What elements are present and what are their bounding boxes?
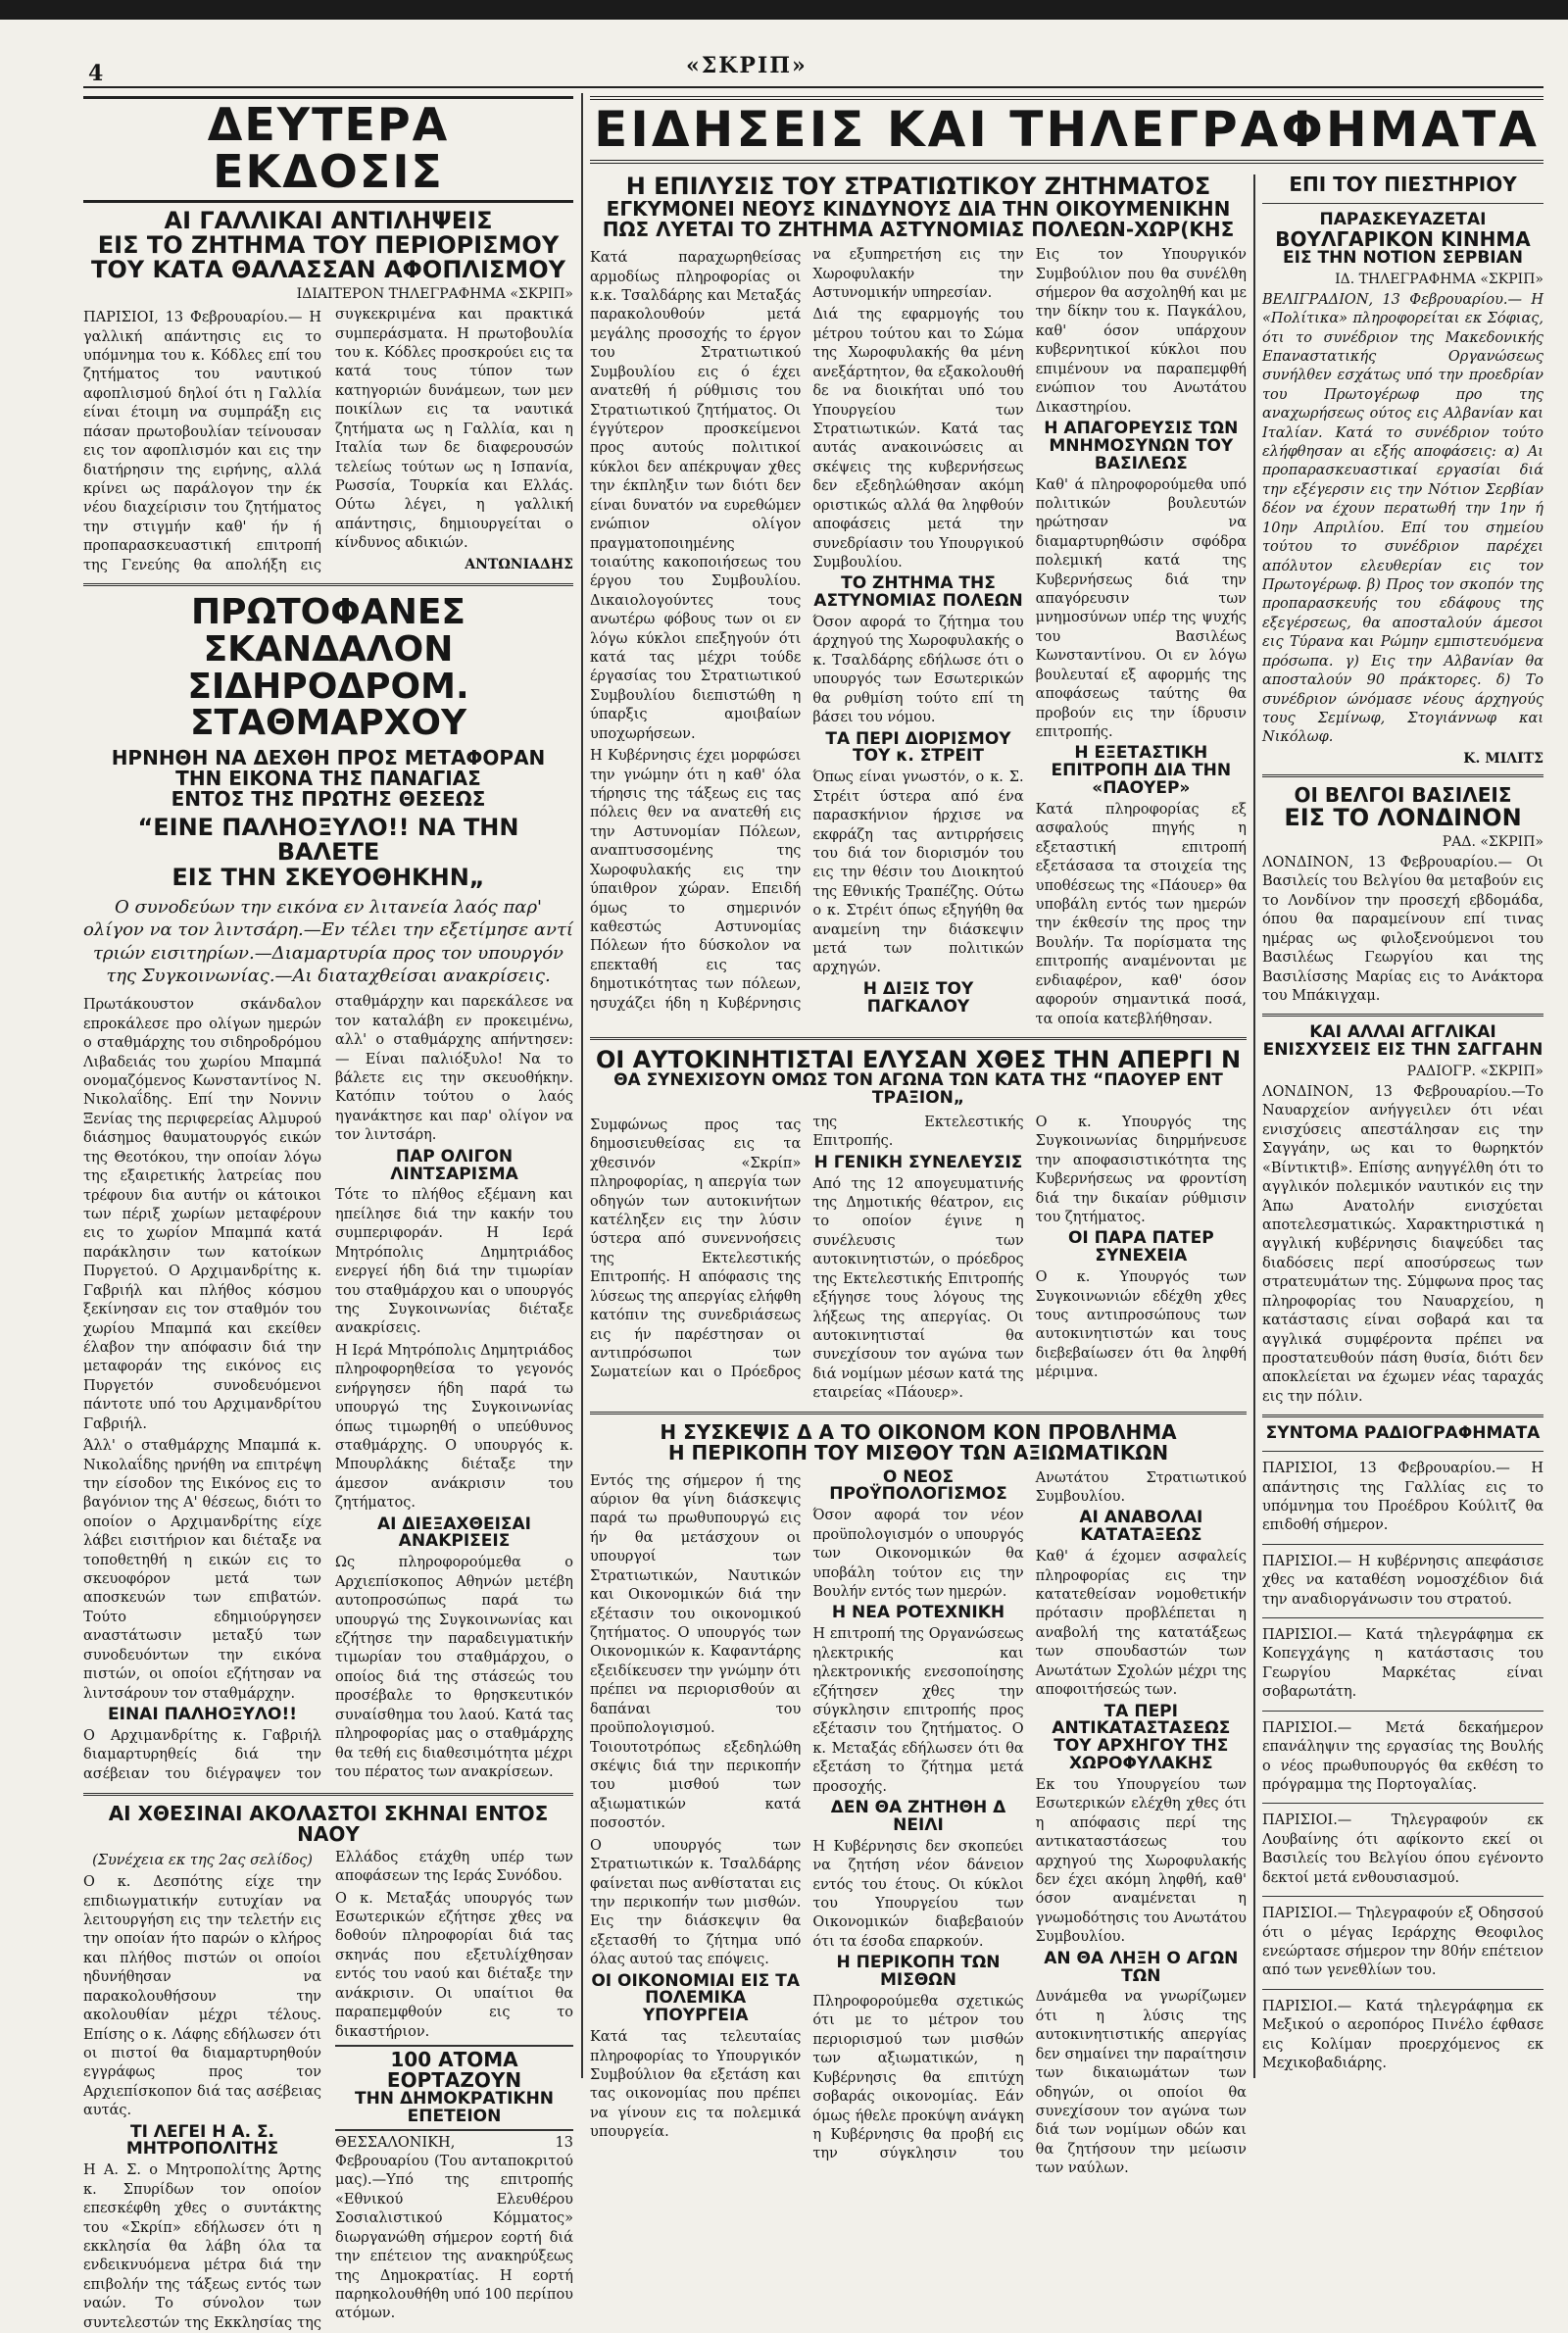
top-black-band	[0, 0, 1568, 20]
article-body: Ο κ. Υπουργός των Συγκοινωνιών εδέχθη χθες τους αντιπροσώπους των αυτοκινητιστών και τους διεβεβαίωσεν ότι θα ληφθή μέριμνα.	[1035, 1269, 1247, 1381]
section-subhead: ΑΝ ΘΑ ΛΗΞΗ Ο ΑΓΩΝ ΤΩΝ	[1044, 1948, 1239, 1986]
divider	[83, 583, 573, 586]
article-lead: Ο συνοδεύων την εικόνα εν λιτανεία λαός παρ' ολίγον να τον λιντσάρη.—Εν τέλει την εξετίμησε αντί τριών εισιτηρίων.—Διαμαρτυρία προς τον υπουργόν της Συγκοινωνίας.—Αι διαταχθείσαι ανακρίσεις.	[83, 896, 573, 986]
article-body: Συμφώνως προς τας δημοσιευθείσας εις τα χθεσινόν «Σκρίπ» πληροφορίας, η απεργία των οδηγών των αυτοκινήτων κατέληξεν εις την λύσιν ύστερα από συνεννοήσεις της Εκτελεστικής Επιτροπής. Η απόφασις της λύσεως της απεργίας ελήφθη κατόπιν της συνεδριάσεως εις ήν παρέστησαν οι αντιπρόσωποι των Σωματείων και ο Πρόεδρος της Εκτελεστικής Επιτροπής.	[590, 1114, 1024, 1381]
headline: ΒΟΥΛΓΑΡΙΚΟΝ ΚΙΝΗΜΑ	[1275, 226, 1531, 251]
article-body: Όσον αφορά τον νέον προϋπολογισμόν ο υπουργός των Οικονομικών θα υποβάλη τούτον εις την Βουλήν εντός των ημερών.	[812, 1508, 1024, 1601]
article-body: Η Ιερά Μητρόπολις Δημητριάδος πληροφορηθείσα το γεγονός ενήργησεν ήδη παρά τω υπουργώ της Συγκοινωνίας όπως τιμωρηθή ο υπεύθυνος σταθμάρχης. Ο υπουργός κ. Μπουρλάκης διέταξε την άμεσον ανάκρισιν του ζητήματος.	[335, 1342, 573, 1512]
article-body: Ως πληροφορούμεθα ο Αρχιεπίσκοπος Αθηνών μετέβη αυτοπροσώπως παρά τω υπουργώ της Συγκοινωνίας και εζήτησε την παραδειγματικήν τιμωρίαν του σταθμάρχου, ο οποίος διά της στάσεώς του προσέβαλε το θρησκευτικόν συναίσθημα του λαού. Κατά τας πληροφορίας μας ο σταθμάρχης θα τεθή εις διαθεσιμότητα μέχρι του πέρατος των ανακρίσεων.	[335, 1555, 573, 1780]
divider	[1262, 1014, 1544, 1017]
headline: ΟΙ ΒΕΛΓΟΙ ΒΑΣΙΛΕΙΣ	[1294, 782, 1512, 807]
divider	[1262, 1803, 1544, 1804]
article-military-issue	[590, 174, 1247, 1029]
radiogram-item: ΠΑΡΙΣΙΟΙ.— Κατά τηλεγράφημα εκ Μεξικού ο αεροπόρος Πινέλο έφθασε εις Κολίμαν προερχόμενος εκ Μεχικοβαδιάρης.	[1262, 1998, 1544, 2072]
article-body: ΛΟΝΔΙΝΟΝ, 13 Φεβρουαρίου.—Το Ναυαρχείον ανήγγειλεν ότι νέαι ενισχύσεις απεστάλησαν εις την Σαγγάην, ως και το θωρηκτόν «Βίντικτιβ». Επίσης ανηγγέλθη ότι το αγγλικόν πολεμικόν ναυτικόν εις την Άπω Ανατολήν ενισχύεται αποτελεσματικώς. Χαρακτηριστικά η αγγλική κυβέρνησις διαψεύδει τας διαδόσεις περί αποσύρσεως των στρατευμάτων της. Σύμφωνα προς τας πληροφορίας του Ναυαρχείου, η κατάστασις είναι σοβαρά και τα αγγλικά συμφέροντα πρέπει να προστατευθούν πάση θυσία, διότι δεν αποκλείεται να έχωμεν νέας ταραχάς εις την πόλιν.	[1262, 1084, 1544, 1405]
headline: ΤΟΥ ΚΑΤΑ ΘΑΛΑΣΣΑΝ ΑΦΟΠΛΙΣΜΟΥ	[91, 255, 565, 283]
article-body: Ο κ. Δεσπότης είχε την επιδιωγματικήν ευτυχίαν να λειτουργήση εις την τελετήν εις την οποίαν ήτο παρών ο κλήρος και πλήθος πιστών οι οποίοι ηδυνήθησαν να παρακολουθήσουν την ακολουθίαν μέχρι τέλους. Επίσης ο κ. Λάφης εδήλωσεν ότι οι πιστοί θα διαμαρτυρηθούν εγγράφως προς τον Αρχιεπίσκοπον διά τας ασέβειας αυτάς.	[83, 1874, 321, 2119]
article-body: ΠΑΡΙΣΙΟΙ, 13 Φεβρουαρίου.— Η γαλλική απάντησις εις το υπόμνημα του κ. Κόδλες επί του ζητήματος του ναυτικού αφοπλισμού δηλοί ότι η Γαλλία είναι έτοιμη να συμπράξη εις πάσαν πρωτοβουλίαν τείνουσαν εις τον αφοπλισμόν και εις την διατήρησιν της ειρήνης, αλλά κρίνει ως παράλογον την έκ νέου διαχείρισιν του ζητήματος την στιγμήν καθ' ήν ή προπαρασκευαστική επιτροπή της Γενεύης θα απολήξη εις συγκεκριμένα και πρακτικά συμπεράσματα. Η πρωτοβουλία του κ. Κόδλες προσκρούει εις τα κατά τους τύπον των κατηγοριών δυνάμεων, των μεν ποικίλων εις τα ναυτικά ζητήματα ως η Γαλλία, και η Ιταλία των δε διαφερουσών τελείως τούτων ως η Ισπανία, Ρωσσία, Τουρκία και Ελλάς. Ούτω λέγει, η γαλλική απάντησις, δημιουργείται ο κίνδυνος αδικιών.	[83, 307, 573, 573]
article-body: Δυνάμεθα να γνωρίζωμεν ότι η λύσις της αυτοκινητιστικής απεργίας δεν σημαίνει την παραίτησιν των δικαιωμάτων των οδηγών, οι οποίοι θα συνεχίσουν τον αγώνα των διά των νομίμων οδών και θα ζητήσουν την μείωσιν των ναύλων.	[1035, 1989, 1247, 2177]
headline: ΕΙΣ ΤΗΝ ΝΟΤΙΟΝ ΣΕΡΒΙΑΝ	[1283, 247, 1523, 268]
article-body: ΒΕΛΙΓΡΑΔΙΟΝ, 13 Φεβρουαρίου.— Η «Πολίτικα» πληροφορείται εκ Σόφιας, ότι το συνέδριον της Μακεδονικής Επαναστατικής Οργανώσεως συνήλθεν εσχάτως υπό την προεδρίαν του Πρωτογέρωφ προ της αναχωρήσεως ούτος εις Αλβανίαν και Ιταλίαν. Κατά το συνέδριον τούτο ελήφθησαν αι εξής αποφάσεις: α) Αι προπαρασκευαστικαί εργασίαι διά την εξέγερσιν εις την Νότιον Σερβίαν δέον να έχουν περατωθή την 1ην ή 10ην Απριλίου. Επί του σημείου τούτου το συνέδριον παρέχει απόλυτον ελευθερίαν εις τον Πρωτογέρωφ. β) Προς τον σκοπόν της προπαρασκευής του εδάφους της εξεγέρσεως, θα αποσταλούν άμεσοι εις Τύρανα και Ρώμην εμπιστευόμενα πρόσωπα. γ) Εις την Αλβανίαν θα αποσταλούν 90 πράκτορες. δ) Το συνέδριον ώνόμασε νέους άρχηγούς τους Σεμίνωφ, Στογιάννωφ και Νικόλωφ.	[1262, 291, 1544, 746]
divider	[1262, 774, 1544, 777]
article-gallic-views	[83, 206, 573, 575]
article-body: Καθ' ά πληροφορούμεθα υπό πολιτικών βουλευτών ηρώτησαν να διαμαρτυρηθώσιν σφόδρα πολεμική κατά της Κυβερνήσεως διά την απαγόρευσιν των μνημοσύνων υπέρ της ψυχής του Βασιλέως Κωνσταντίνου. Οι εν λόγω βουλευταί εξ αφορμής της αποφάσεως ταύτης θα προβούν εις την ίδρυσιν επιτροπής.	[1035, 476, 1247, 740]
header-rule	[83, 86, 1544, 88]
news-banner	[590, 96, 1544, 167]
credit-line: ΙΔ. ΤΗΛΕΓΡΑΦΗΜΑ «ΣΚΡΙΠ»	[1335, 271, 1544, 287]
right-column	[1262, 174, 1544, 2076]
section-subhead: ΤΟΥ ΑΡΧΗΓΟΥ ΤΗΣ ΧΩΡΟΦΥΛΑΚΗΣ	[1054, 1736, 1229, 1774]
section-subhead: Η ΔΙΞΙΣ ΤΟΥ ΠΑΓΚΑΛΟΥ	[862, 978, 974, 1017]
article-body: Η Κυβέρνησις δεν σκοπεύει να ζητήση νέον δάνειον εντός του έτους. Οι κύκλοι του Υπουργείου των Οικονομικών διαβεβαιούν ότι τα έσοδα επαρκούν.	[812, 1838, 1024, 1950]
article-body: Εντός της σήμερον ή της αύριον θα γίνη διάσκεψις παρά τω πρωθυπουργώ εις ήν θα μετάσχουν οι υπουργοί των Στρατιωτικών, Ναυτικών και Οικονομικών διά την εξέτασιν του οικονομικού ζητήματος. Ο υπουργός των Οικονομικών κ. Καφαντάρης εξειδίκευσεν την γνώμην ότι πρέπει να περιορισθούν αι δαπάναι του προϋπολογισμού. Τοιουτοτρόπως εξεδηλώθη σκέψις διά την περικοπήν του μισθού των αξιωματικών κατά ποσοστόν.	[590, 1472, 802, 1832]
headline: Η ΠΕΡΙΚΟΠΗ ΤΟΥ ΜΙΣΘΟΥ ΤΩΝ ΑΞΙΩΜΑΤΙΚΩΝ	[667, 1440, 1169, 1464]
article-body: ΛΟΝΔΙΝΟΝ, 13 Φεβρουαρίου.— Οι Βασιλείς του Βελγίου θα μεταβούν εις το Λονδίνον την προσεχή εβδομάδα, όπου θα παραμείνουν επί τινας ημέρας ως φιλοξενούμενοι του Βασιλέως Γεωργίου και της Βασιλίσσης Μαρίας εις το Ανάκτορα του Μπάκιγχαμ.	[1262, 855, 1544, 1004]
article-body: Διά της εφαρμογής του μέτρου τούτου και το Σώμα της Χωροφυλακής θα μένη ανεξάρτητον, θα εξακολουθή δε να διοικήται υπό του Υπουργείου των Στρατιωτικών. Κατά τας αυτάς ανακοινώσεις αι σκέψεις της κυβερνήσεως δεν εξεδηλώθησαν ακόμη οριστικώς αλλά θα ληφθούν αποφάσεις μετά την συνεδρίασιν του Υπουργικού Συμβουλίου.	[812, 307, 1024, 571]
masthead: «ΣΚΡΙΠ»	[686, 53, 808, 78]
article-body: ΘΕΣΣΑΛΟΝΙΚΗ, 13 Φεβρουαρίου (Του ανταποκριτού μας).—Υπό της επιτροπής «Εθνικού Ελευθέρου Σοσιαλιστικού Κόμματος» διωργανώθη σήμερον εορτή διά την επέτειον της ανακηρύξεως της Δημοκρατίας. Η εορτή παρηκολουθήθη υπό 100 περίπου ατόμων.	[335, 2134, 573, 2322]
section-subhead: ΤΙ ΛΕΓΕΙ Η Α. Σ. ΜΗΤΡΟΠΟΛΙΤΗΣ	[125, 2121, 279, 2159]
signature: ΑΝΤΩΝΙΑΔΗΣ	[465, 556, 573, 572]
article-shanghai	[1262, 1024, 1544, 1407]
article-body: Όπως είναι γνωστόν, ο κ. Σ. Στρέιτ ύστερα από ένα παρασκήνιον ήρχισε να εκφράζη τας αντιρρήσεις του διά τον διορισμόν του εις την θέσιν του Διοικητού της Εθνικής Τραπέζης. Ούτω ο κ. Στρέιτ όπως εξηγήθη θα αναμείνη την διάσκεψιν μετά των πολιτικών αρχηγών.	[812, 769, 1024, 976]
headline: ΑΙ ΓΑΛΛΙΚΑΙ ΑΝΤΙΛΗΨΕΙΣ	[164, 206, 493, 234]
headline: ΕΓΚΥΜΟΝΕΙ ΝΕΟΥΣ ΚΙΝΔΥΝΟΥΣ ΔΙΑ ΤΗΝ ΟΙΚΟΥΜΕΝΙΚΗΝ	[606, 197, 1231, 222]
article-body: Τότε το πλήθος εξέμανη και ηπείλησε διά την κακήν του συμπεριφοράν. Η Ιερά Μητρόπολις Δημητριάδος ενεργεί ήδη διά την τιμωρίαν του σταθμάρχου και ο υπουργός της Συγκοινωνίας διέταξε ανακρίσεις.	[335, 1187, 573, 1337]
divider	[590, 1412, 1247, 1415]
radiogram-item: ΠΑΡΙΣΙΟΙ.— Κατά τηλεγράφημα εκ Κοπεγχάγης η κατάστασις του Γεωργίου Μαρκέτας είναι σοβαρωτάτη.	[1262, 1627, 1544, 1701]
article-body: Η Α. Σ. ο Μητροπολίτης Άρτης κ. Σπυρίδων τον οποίον επεσκέφθη χθες ο συντάκτης του «Σκρίπ» εδήλωσεν ότι η εκκλησία θα λάβη όλα τα ενδεικνυόμενα μέτρα διά την επιβολήν της τάξεως εντός των ναών. Το σύνολον των συντελεστών της Εκκλησίας της Ελλάδος ετάχθη υπέρ των αποφάσεων της Ιεράς Συνόδου.	[83, 1849, 573, 2331]
article-body: Ο κ. Υπουργός της Συγκοινωνίας διηρμήνευσε την αποφασιστικότητα της Κυβερνήσεως να φροντίση διά την δικαίαν ρύθμισιν του ζητήματος.	[1035, 1114, 1247, 1225]
article-bulgarian-movement	[1262, 174, 1544, 767]
article-body: Κατά τας τελευταίας πληροφορίας το Υπουργικόν Συμβούλιον θα εξετάση και τας οικονομίας που πρέπει να γίνουν εις τα πολεμικά υπουργεία.	[590, 2029, 802, 2141]
headline: ΠΩΣ ΛΥΕΤΑΙ ΤΟ ΖΗΤΗΜΑ ΑΣΤΥΝΟΜΙΑΣ ΠΟΛΕΩΝ-ΧΩΡ(ΚΗΣ	[602, 218, 1235, 242]
headline: Η ΕΠΙΛΥΣΙΣ ΤΟΥ ΣΤΡΑΤΙΩΤΙΚΟΥ ΖΗΤΗΜΑΤΟΣ	[625, 173, 1211, 200]
article-economic-problem	[590, 1419, 1247, 2179]
headline: Η ΣΥΣΚΕΨΙΣ Δ Α ΤΟ ΟΙΚΟΝΟΜ ΚΟΝ ΠΡΟΒΛΗΜΑ	[660, 1419, 1177, 1444]
radiogram-item: ΠΑΡΙΣΙΟΙ.— Μετά δεκαήμερον επανάληψιν της εργασίας της Βουλής ο νέος πρωθυπουργός θα εκθέση το πρόγραμμα της Πορτογαλίας.	[1262, 1719, 1544, 1793]
article-body: Καθ' ά έχομεν ασφαλείς πληροφορίας εις την κατατεθείσαν νομοθετικήν πρότασιν προβλέπεται η αναβολή της κατατάξεως των σπουδαστών των Ανωτάτων Σχολών μέχρι της αποφοιτήσεώς των.	[1035, 1549, 1247, 1699]
article-body: Πληροφορούμεθα σχετικώς ότι με το μέτρον του περιορισμού των μισθών των αξιωματικών, η Κυβέρνησις θα επιτύχη σοβαράς οικονομίας. Εάν όμως ήθελε προκύψη ανάγκη η Κυβέρνησις θα προβή εις την σύγκλησιν του Ανωτάτου Στρατιωτικού Συμβουλίου.	[812, 1469, 1247, 2162]
headline: ΕΝΙΣΧΥΣΕΙΣ ΕΙΣ ΤΗΝ ΣΑΓΓΑΗΝ	[1262, 1040, 1544, 1061]
left-column	[83, 96, 573, 2331]
headline: ΘΑ ΣΥΝΕΧΙΣΟΥΝ ΟΜΩΣ ΤΟΝ ΑΓΩΝΑ ΤΩΝ ΚΑΤΑ ΤΗΣ “ΠΑΟΥΕΡ ΕΝΤ ΤΡΑΞΙΟΝ„	[613, 1070, 1223, 1109]
article-drivers-strike	[590, 1048, 1247, 1404]
column-rule	[581, 93, 583, 2078]
headline: ΠΡΩΤΟΦΑΝΕΣ ΣΚΑΝΔΑΛΟΝ	[190, 592, 466, 670]
section-subhead: Η ΝΕΑ ΡΟΤΕΧΝΙΚΗ	[831, 1603, 1005, 1623]
headline: ΕΙΣ ΤΟ ΖΗΤΗΜΑ ΤΟΥ ΠΕΡΙΟΡΙΣΜΟΥ	[97, 230, 560, 259]
headline: ΑΙ ΧΘΕΣΙΝΑΙ ΑΚΟΛΑΣΤΟΙ ΣΚΗΝΑΙ ΕΝΤΟΣ ΝΑΟΥ	[108, 1801, 549, 1846]
divider	[590, 1037, 1247, 1040]
article-body: Εις τον Υπουργικόν Συμβούλιον που θα συνέλθη σήμερον θα ασχοληθή και με την δίκην του κ. Παγκάλου, καθ' όσον υπάρχουν κυβερνητικοί κύκλοι που επιμένουν να παραπεμφθή ενώπιον του Ανωτάτου Δικαστηρίου.	[1035, 247, 1247, 416]
article-body: Εκ του Υπουργείου των Εσωτερικών ελέχθη χθες ότι η απόφασις περί της αντικαταστάσεως του αρχηγού της Χωροφυλακής δεν έχει ακόμη ληφθή, καθ' όσον αναμένεται η γνωμοδότησις του Ανωτάτου Συμβουλίου.	[1035, 1776, 1247, 1946]
divider	[1262, 1451, 1544, 1452]
subheadline: ΕΝΤΟΣ ΤΗΣ ΠΡΩΤΗΣ ΘΕΣΕΩΣ	[171, 787, 486, 812]
headline: ΕΙΣ ΤΟ ΛΟΝΔΙΝΟΝ	[1284, 803, 1522, 831]
article-body: Κατά πληροφορίας εξ ασφαλούς πηγής η εξεταστική επιτροπή εξετάσασα τα στοιχεία της υποθέσεως της «Πάουερ» θα υποβάλη εντός των ημερών την έκθεσίν της προς την Βουλήν. Τα πορίσματα της επιτροπής αναμένονται με ενδιαφέρον, καθ' όσον αφορούν σημαντικά ποσά, τα οποία κατεβλήθησαν.	[1035, 801, 1247, 1027]
headline: ΣΙΔΗΡΟΔΡΟΜ. ΣΤΑΘΜΑΡΧΟΥ	[187, 666, 469, 744]
article-short-radiograms	[1262, 1425, 1544, 2073]
edition-title: ΔΕΥΤΕΡΑ ΕΚΔΟΣΙΣ	[83, 96, 573, 203]
divider	[83, 1793, 573, 1796]
middle-column	[590, 173, 1247, 2177]
section-subhead: Ο ΝΕΟΣ ΠΡΟΫΠΟΛΟΓΙΣΜΟΣ	[829, 1466, 1007, 1505]
credit-line: ΙΔΙΑΙΤΕΡΟΝ ΤΗΛΕΓΡΑΦΗΜΑ «ΣΚΡΙΠ»	[296, 286, 573, 303]
divider	[1262, 1415, 1544, 1417]
divider	[1262, 1711, 1544, 1712]
section-subhead: ΤΑ ΠΕΡΙ ΔΙΟΡΙΣΜΟΥ ΤΟΥ κ. ΣΤΡΕΙΤ	[825, 728, 1011, 767]
radiogram-item: ΠΑΡΙΣΙΟΙ.— Τηλεγραφούν εξ Οδησσού ότι ο μέγας Ιεράρχης Θεοφιλος ενεώρτασε σήμερον την 80ήν επέτειον από των γενεθλίων του.	[1262, 1906, 1544, 1979]
divider	[1262, 1896, 1544, 1897]
article-body: Άλλ' ο σταθμάρχης Μπαμπά κ. Νικολαΐδης ηρνήθη να επιτρέψη την είσοδον της Εικόνος εις το βαγόνιον της Α' θέσεως, διότι το οποίον ο Αρχιμανδρίτης είχε λάβει εισιτήριον και διέταξε να τοποθετηθή η εικών εις το σκευοφόρον μετά των αποσκευών των επιβατών. Τούτο εδημιούργησεν αναστάτωσιν μεταξύ των συνοδευόντων την εικόνα πιστών, οι οποίοι εζήτησαν να λιντσάρουν τον σταθμάρχην.	[83, 1438, 321, 1702]
article-church-scenes	[83, 1801, 573, 2333]
section-subhead: ΠΑΡ ΟΛΙΓΟΝ ΛΙΝΤΣΑΡΙΣΜΑ	[390, 1146, 518, 1184]
section-subhead: Η ΓΕΝΙΚΗ ΣΥΝΕΛΕΥΣΙΣ	[813, 1152, 1023, 1172]
radiogram-item: ΠΑΡΙΣΙΟΙ.— Τηλεγραφούν εκ Λουβαίνης ότι αφίκοντο εκεί οι Βασιλείς του Βελγίου όπου εγένοντο δεκτοί μετά ενθουσιασμού.	[1262, 1812, 1544, 1886]
article-body: Ο Αρχιμανδρίτης κ. Γαβριήλ διαμαρτυρηθείς διά την ασέβειαν του διέγραψεν τον σταθμάρχην και παρεκάλεσε να τον καταλάβη εν προκειμένω, αλλ' ο σταθμάρχης απήντησεν: — Είναι παλιόξυλο! Να το βάλετε εις την σκευοθήκην. Κατόπιν τούτου ο λαός ηγανάκτησε και παρ' ολίγον να τον λιντσάρη.	[83, 994, 573, 1782]
credit-line: ΡΑΔΙΟΓΡ. «ΣΚΡΙΠ»	[1406, 1064, 1544, 1080]
subheadline: ΤΗΝ ΕΙΚΟΝΑ ΤΗΣ ΠΑΝΑΓΙΑΣ	[175, 767, 481, 791]
radiogram-item: ΠΑΡΙΣΙΟΙ.— Η κυβέρνησις απεφάσισε χθες να καταθέση νομοσχέδιον διά την αναδιοργάνωσιν του στρατού.	[1262, 1553, 1544, 1608]
radiogram-item: ΠΑΡΙΣΙΟΙ, 13 Φεβρουαρίου.— Η απάντησις της Γαλλίας εις το υπόμνημα του Προέδρου Κούλιτζ θα επιδοθή σήμερον.	[1262, 1461, 1544, 1534]
page-number: 4	[88, 61, 104, 86]
headline: ΚΑΙ ΑΛΛΑΙ ΑΓΓΛΙΚΑΙ	[1309, 1022, 1496, 1043]
divider	[1262, 1989, 1544, 1990]
section-subhead: ΟΙ ΟΙΚΟΝΟΜΙΑΙ ΕΙΣ ΤΑ ΠΟΛΕΜΙΚΑ ΥΠΟΥΡΓΕΙΑ	[591, 1970, 800, 2026]
headline: ΣΥΝΤΟΜΑ ΡΑΔΙΟΓΡΑΦΗΜΑΤΑ	[1265, 1423, 1541, 1444]
continuation-note: (Συνέχεια εκ της 2ας σελίδος)	[92, 1852, 313, 1868]
section-subhead: ΟΙ ΠΑΡΑ ΠΑΤΕΡ ΣΥΝΕΧΕΙΑ	[1067, 1228, 1214, 1266]
article-railway-scandal	[83, 594, 573, 1785]
section-subhead: ΑΙ ΔΙΕΞΑΧΘΕΙΣΑΙ ΑΝΑΚΡΙΣΕΙΣ	[377, 1514, 531, 1552]
signature: Κ. ΜΙΛΙΤΣ	[1463, 750, 1544, 767]
quote-headline: “ΕΙΝΕ ΠΑΛΗΟΞΥΛΟ!! ΝΑ ΤΗΝ ΒΑΛΕΤΕ	[137, 814, 519, 867]
banner-title: ΕΙΔΗΣΕΙΣ ΚΑΙ ΤΗΛΕΓΡΑΦΗΜΑΤΑ	[590, 96, 1544, 164]
column-rule	[1253, 174, 1255, 2078]
article-body: Ο υπουργός των Στρατιωτικών κ. Τσαλδάρης φαίνεται πως ανθίσταται εις την περικοπήν των μισθών. Εις την διάσκεψιν θα εξετασθή το ζήτημα υπό όλας αυτού τας επόψεις.	[590, 1837, 802, 1968]
section-subhead: ΤΑ ΠΕΡΙ ΑΝΤΙΚΑΤΑΣΤΑΣΕΩΣ	[1052, 1701, 1231, 1739]
headline: ΕΠΙ ΤΟΥ ΠΙΕΣΤΗΡΙΟΥ	[1289, 173, 1517, 196]
divider	[1262, 203, 1544, 204]
section-subhead: ΔΕΝ ΘΑ ΖΗΤΗΘΗ Δ ΝΕΙΛΙ	[830, 1798, 1006, 1835]
section-subhead: ΑΙ ΑΝΑΒΟΛΑΙ ΚΑΤΑΤΑΞΕΩΣ	[1079, 1508, 1203, 1546]
article-body: Η επιτροπή της Οργανώσεως ηλεκτρικής και ηλεκτρονικής ενεσοποίησης εζήτησεν χθες την σύγκλησιν επιτροπής προς εξέτασιν του ζητήματος. Ο κ. Μεταξάς εδήλωσεν ότι θα εξετάση το ζήτημα μετά προσοχής.	[812, 1626, 1024, 1795]
section-subhead: Η ΠΕΡΙΚΟΠΗ ΤΩΝ ΜΙΣΘΩΝ	[836, 1953, 1001, 1991]
article-belgian-kings	[1262, 782, 1544, 1007]
article-body: Από της 12 απογευματινής της Δημοτικής θέατρον, εις το οποίον έγινε η συνέλευσις των αυτοκινητιστών, ο πρόεδρος της Εκτελεστικής Επιτροπής εξήγησε τους λόγους της λήξεως της απεργίας. Οι αυτοκινητισταί θα συνεχίσουν τον αγώνα των διά νομίμων μέσων κατά της εταιρείας «Πάουερ».	[812, 1175, 1024, 1402]
article-body: Πρωτάκουστον σκάνδαλον επροκάλεσε προ ολίγων ημερών ο σταθμάρχης του σιδηροδρόμου Λιβαδειάς του χωρίου Μπαμπά ονομαζόμενος Κωνσταντίνος Ν. Νικολαΐδης. Επί την Νοννιν Ξενίας της περιφερείας Αλμυρού διάσημος θαυματουργός εικών της Θεοτόκου, την οποίαν λόγω της εξαιρετικής λατρείας που τρέφουν δια αυτήν οι κάτοικοι των πέριξ χωρίων μεταφέρουν εις το χωρίον Μπαμπά κατά παράκλησιν των κατοίκων Πυργετού. Ο Αρχιμανδρίτης κ. Γαβριήλ και πλήθος κόσμου ξεκίνησαν εις τον σταθμόν του χωρίου Μπαμπά και εκείθεν έλαβον την απόφασιν διά την μεταφοράν της εικόνος εις Πυργετόν συνοδευόμενοι πάντοτε υπό του Αρχιμανδρίτου Γαβριήλ.	[83, 997, 321, 1432]
article-body: Όσον αφορά το ζήτημα του άρχηγού της Χωροφυλακής ο κ. Τσαλδάρης εδήλωσε ότι ο υπουργός των Εσωτερικών θα ρυθμίση τούτο επί τη βάσει του νόμου.	[812, 615, 1024, 726]
section-subhead: ΤΟ ΖΗΤΗΜΑ ΤΗΣ ΑΣΤΥΝΟΜΙΑΣ ΠΟΛΕΩΝ	[813, 573, 1023, 612]
section-subhead: Η ΕΞΕΤΑΣΤΙΚΗ ΕΠΙΤΡΟΠΗ ΔΙΑ ΤΗΝ «ΠΑΟΥΕΡ»	[1051, 743, 1232, 799]
headline: ΠΑΡΑΣΚΕΥΑΖΕΤΑΙ	[1319, 210, 1487, 229]
article-body: Κατά παραχωρηθείσας αρμοδίως πληροφορίας οι κ.κ. Τσαλδάρης και Μεταξάς παρακολουθούν μετά μεγάλης προσοχής το έργον του Στρατιωτικού Συμβουλίου εις ό έχει ανατεθή ή ρύθμισις του Στρατιωτικού ζητήματος. Οι έγγύτερον προσκείμενοι προς αυτούς πολιτικοί κύκλοι δεν απέκρυψαν χθες την έκπληξιν των διότι δεν είναι δυνατόν να ευρεθώμεν ενώπιον ολίγον πραγματοποιημένης τοιαύτης κακοποιήσεως του έργου του Συμβουλίου. Δικαιολογούντες τους ανωτέρω φόβους των οι εν λόγω κύκλοι επεξηγούν ότι κατά τας μέχρι τούδε έργασίας του Στρατιωτικού Συμβουλίου διεπιστώθη η ύπαρξις αμοιβαίων υποχωρήσεων.	[590, 250, 802, 742]
divider	[1262, 1544, 1544, 1545]
headline: ΟΙ ΑΥΤΟΚΙΝΗΤΙΣΤΑΙ ΕΛΥΣΑΝ ΧΘΕΣ ΤΗΝ ΑΠΕΡΓΙ Ν	[595, 1046, 1242, 1074]
credit-line: ΡΑΔ. «ΣΚΡΙΠ»	[1442, 834, 1544, 850]
divider	[1262, 1617, 1544, 1618]
section-subhead: Η ΑΠΑΓΟΡΕΥΣΙΣ ΤΩΝ ΜΝΗΜΟΣΥΝΩΝ ΤΟΥ ΒΑΣΙΛΕΩΣ	[1044, 418, 1239, 473]
subheadline: ΗΡΝΗΘΗ ΝΑ ΔΕΧΘΗ ΠΡΟΣ ΜΕΤΑΦΟΡΑΝ	[111, 746, 546, 770]
section-subhead: ΕΙΝΑΙ ΠΑΛΗΟΞΥΛΟ!!	[108, 1704, 297, 1724]
quote-headline: ΕΙΣ ΤΗΝ ΣΚΕΥΟΘΗΚΗΝ„	[172, 863, 485, 891]
box-subheadline: ΤΗΝ ΔΗΜΟΚΡΑΤΙΚΗΝ ΕΠΕΤΕΙΟΝ	[354, 2088, 555, 2126]
article-body: Ο κ. Μεταξάς υπουργός των Εσωτερικών εζήτησε χθες να δοθούν πληροφορίαι διά τας σκηνάς που εξετυλίχθησαν εντός του ναού και διέταξε την ανάκρισιν. Οι υπαίτιοι θα παραπεμφθούν εις το δικαστήριον.	[335, 1890, 573, 2040]
box-headline: 100 ΑΤΟΜΑ ΕΟΡΤΑΖΟΥΝ	[386, 2047, 522, 2092]
article-body: Η Κυβέρνησις έχει μορφώσει την γνώμην ότι η καθ' όλα τήρησις της τάξεως εις τας πόλεις θεν να ανατεθή εις την Αστυνομίαν Πόλεων, αναπτυσσομένης της Χωροφυλακής εις την ύπαιθρον χώραν. Επειδή όμως το σημερινόν καθεστώς Αστυνομίας Πόλεων ήτο δύσκολον να επεκταθή εις τας δημοτικότητας των πόλεων, ησυχάζει ήδη η Κυβέρνησις να εξυπηρετήση εις την Χωροφυλακήν την Αστυνομικήν υπηρεσίαν.	[590, 247, 1024, 1012]
